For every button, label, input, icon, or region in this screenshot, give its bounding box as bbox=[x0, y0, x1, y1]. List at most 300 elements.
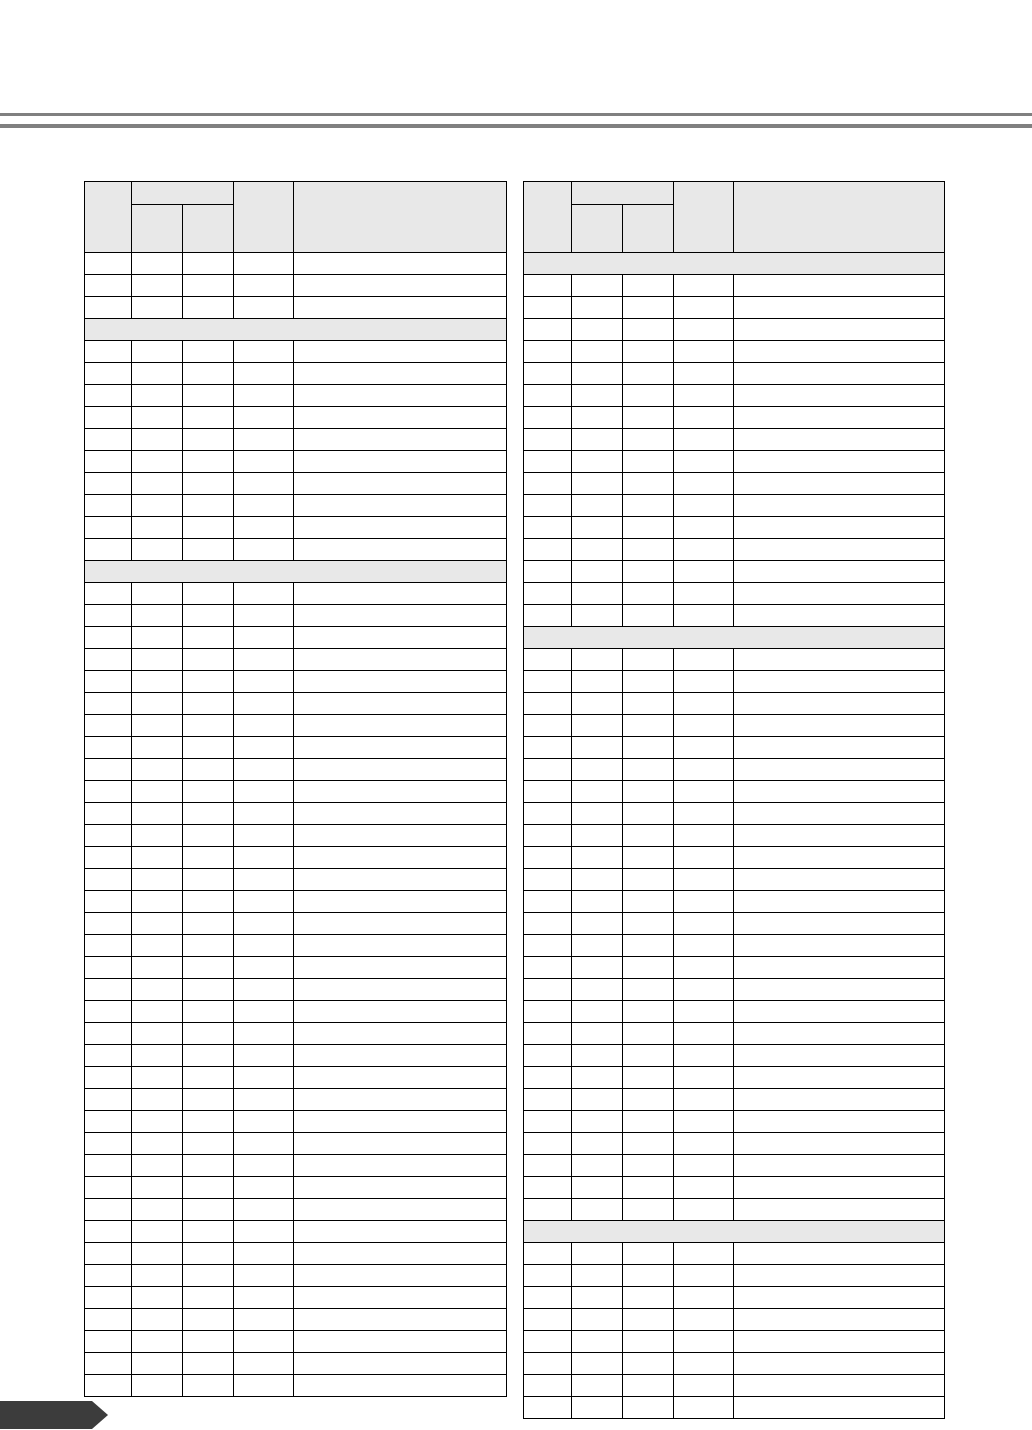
table-row bbox=[524, 517, 945, 539]
table-cell bbox=[734, 341, 945, 363]
section-cell bbox=[524, 627, 945, 649]
table-cell bbox=[734, 297, 945, 319]
table-cell bbox=[623, 451, 674, 473]
table-cell bbox=[572, 451, 623, 473]
table-cell bbox=[234, 1089, 294, 1111]
table-cell bbox=[623, 781, 674, 803]
table-cell bbox=[85, 1287, 132, 1309]
table-cell bbox=[524, 341, 572, 363]
table-cell bbox=[183, 693, 234, 715]
table-cell bbox=[294, 495, 507, 517]
table-cell bbox=[623, 1133, 674, 1155]
table-cell bbox=[183, 583, 234, 605]
table-body-right bbox=[524, 253, 945, 1419]
table-cell bbox=[524, 561, 572, 583]
table-cell bbox=[674, 781, 734, 803]
table-cell bbox=[183, 869, 234, 891]
table-cell bbox=[524, 473, 572, 495]
table-cell bbox=[674, 759, 734, 781]
table-cell bbox=[623, 561, 674, 583]
table-row bbox=[85, 297, 507, 319]
table-cell bbox=[623, 1199, 674, 1221]
table-cell bbox=[294, 737, 507, 759]
table-cell bbox=[734, 649, 945, 671]
table-cell bbox=[524, 979, 572, 1001]
table-cell bbox=[734, 1309, 945, 1331]
table-cell bbox=[524, 693, 572, 715]
table-cell bbox=[294, 781, 507, 803]
table-cell bbox=[85, 539, 132, 561]
table-cell bbox=[734, 1199, 945, 1221]
table-cell bbox=[734, 1177, 945, 1199]
table-cell bbox=[674, 1331, 734, 1353]
table-cell bbox=[85, 825, 132, 847]
table-row bbox=[85, 759, 507, 781]
table-cell bbox=[734, 1265, 945, 1287]
table-cell bbox=[294, 913, 507, 935]
table-cell bbox=[623, 605, 674, 627]
table-cell bbox=[524, 385, 572, 407]
table-cell bbox=[674, 1089, 734, 1111]
table-cell bbox=[294, 803, 507, 825]
table-cell bbox=[234, 649, 294, 671]
table-cell bbox=[294, 1331, 507, 1353]
table-cell bbox=[85, 297, 132, 319]
table-cell bbox=[234, 605, 294, 627]
table-cell bbox=[524, 957, 572, 979]
table-cell bbox=[674, 1155, 734, 1177]
table-cell bbox=[524, 1309, 572, 1331]
table-cell bbox=[85, 1221, 132, 1243]
table-cell bbox=[132, 1155, 183, 1177]
table-cell bbox=[572, 473, 623, 495]
table-cell bbox=[524, 605, 572, 627]
table-cell bbox=[524, 1001, 572, 1023]
table-row bbox=[85, 869, 507, 891]
table-row bbox=[85, 1155, 507, 1177]
table-row bbox=[85, 385, 507, 407]
table-row bbox=[524, 671, 945, 693]
table-cell bbox=[623, 715, 674, 737]
table-cell bbox=[183, 363, 234, 385]
table-row bbox=[85, 1001, 507, 1023]
table-row bbox=[524, 957, 945, 979]
table-cell bbox=[85, 1111, 132, 1133]
table-cell bbox=[623, 671, 674, 693]
table-cell bbox=[623, 1067, 674, 1089]
table-cell bbox=[234, 1023, 294, 1045]
table-cell bbox=[234, 935, 294, 957]
table-cell bbox=[623, 1045, 674, 1067]
table-cell bbox=[85, 913, 132, 935]
table-row bbox=[85, 473, 507, 495]
table-row bbox=[85, 1045, 507, 1067]
table-cell bbox=[572, 1287, 623, 1309]
table-row bbox=[85, 341, 507, 363]
table-cell bbox=[85, 1265, 132, 1287]
table-cell bbox=[294, 869, 507, 891]
table-cell bbox=[674, 583, 734, 605]
table-cell bbox=[572, 407, 623, 429]
table-cell bbox=[524, 1397, 572, 1419]
header-subcell bbox=[572, 205, 623, 253]
table-cell bbox=[572, 1045, 623, 1067]
table-cell bbox=[734, 275, 945, 297]
table-cell bbox=[623, 935, 674, 957]
table-cell bbox=[183, 473, 234, 495]
table-cell bbox=[524, 319, 572, 341]
table-cell bbox=[623, 429, 674, 451]
table-row bbox=[524, 605, 945, 627]
table-cell bbox=[132, 275, 183, 297]
page-number-tab bbox=[0, 1401, 108, 1429]
table-cell bbox=[183, 1045, 234, 1067]
table-cell bbox=[234, 583, 294, 605]
table-cell bbox=[524, 1089, 572, 1111]
table-cell bbox=[234, 429, 294, 451]
table-cell bbox=[674, 1243, 734, 1265]
table-cell bbox=[132, 1309, 183, 1331]
table-row bbox=[524, 825, 945, 847]
table-cell bbox=[183, 1287, 234, 1309]
table-cell bbox=[572, 1177, 623, 1199]
table-cell bbox=[734, 1045, 945, 1067]
table-cell bbox=[294, 891, 507, 913]
table-cell bbox=[234, 1221, 294, 1243]
table-cell bbox=[183, 1001, 234, 1023]
table-cell bbox=[572, 1155, 623, 1177]
table-cell bbox=[183, 957, 234, 979]
table-cell bbox=[234, 1045, 294, 1067]
table-cell bbox=[524, 1287, 572, 1309]
table-cell bbox=[572, 869, 623, 891]
table-row bbox=[85, 605, 507, 627]
table-cell bbox=[623, 1397, 674, 1419]
table-cell bbox=[85, 979, 132, 1001]
table-cell bbox=[674, 671, 734, 693]
table-cell bbox=[183, 297, 234, 319]
table-cell bbox=[734, 1353, 945, 1375]
table-cell bbox=[734, 781, 945, 803]
table-cell bbox=[183, 759, 234, 781]
table-cell bbox=[183, 737, 234, 759]
table-cell bbox=[524, 803, 572, 825]
table-cell bbox=[234, 385, 294, 407]
table-cell bbox=[674, 297, 734, 319]
table-cell bbox=[572, 1375, 623, 1397]
table-row bbox=[85, 1023, 507, 1045]
table-cell bbox=[234, 1331, 294, 1353]
table-cell bbox=[294, 539, 507, 561]
table-cell bbox=[294, 407, 507, 429]
table-cell bbox=[734, 451, 945, 473]
table-cell bbox=[294, 1111, 507, 1133]
table-cell bbox=[85, 693, 132, 715]
table-cell bbox=[524, 781, 572, 803]
table-cell bbox=[572, 561, 623, 583]
table-cell bbox=[234, 539, 294, 561]
table-cell bbox=[183, 979, 234, 1001]
table-cell bbox=[674, 649, 734, 671]
table-row bbox=[85, 825, 507, 847]
table-cell bbox=[572, 1331, 623, 1353]
table-cell bbox=[294, 1155, 507, 1177]
table-cell bbox=[572, 737, 623, 759]
table-cell bbox=[572, 847, 623, 869]
table-cell bbox=[85, 1309, 132, 1331]
table-cell bbox=[294, 935, 507, 957]
table-cell bbox=[132, 1177, 183, 1199]
table-cell bbox=[234, 781, 294, 803]
table-cell bbox=[572, 517, 623, 539]
table-cell bbox=[524, 495, 572, 517]
table-cell bbox=[183, 891, 234, 913]
table-cell bbox=[623, 583, 674, 605]
table-row bbox=[524, 583, 945, 605]
table-row bbox=[85, 891, 507, 913]
table-cell bbox=[183, 1133, 234, 1155]
table-cell bbox=[183, 913, 234, 935]
table-cell bbox=[132, 759, 183, 781]
table-cell bbox=[85, 275, 132, 297]
table-row bbox=[524, 1111, 945, 1133]
table-cell bbox=[572, 363, 623, 385]
table-cell bbox=[183, 803, 234, 825]
table-cell bbox=[734, 495, 945, 517]
table-cell bbox=[734, 715, 945, 737]
table-cell bbox=[572, 803, 623, 825]
table-cell bbox=[524, 891, 572, 913]
table-cell bbox=[572, 1199, 623, 1221]
table-cell bbox=[623, 1155, 674, 1177]
section-row bbox=[85, 561, 507, 583]
section-cell bbox=[85, 319, 507, 341]
table-cell bbox=[132, 1353, 183, 1375]
table-row bbox=[524, 341, 945, 363]
table-cell bbox=[734, 671, 945, 693]
table-cell bbox=[572, 1353, 623, 1375]
table-row bbox=[85, 583, 507, 605]
table-row bbox=[85, 935, 507, 957]
table-cell bbox=[734, 1133, 945, 1155]
table-cell bbox=[294, 1265, 507, 1287]
table-cell bbox=[234, 1133, 294, 1155]
table-row bbox=[524, 1023, 945, 1045]
table-row bbox=[524, 1331, 945, 1353]
table-cell bbox=[524, 737, 572, 759]
table-cell bbox=[734, 1111, 945, 1133]
table-cell bbox=[674, 539, 734, 561]
table-cell bbox=[734, 847, 945, 869]
table-cell bbox=[85, 869, 132, 891]
table-row bbox=[524, 1001, 945, 1023]
table-cell bbox=[674, 1133, 734, 1155]
table-cell bbox=[294, 1067, 507, 1089]
table-row bbox=[85, 1133, 507, 1155]
table-row bbox=[524, 869, 945, 891]
table-cell bbox=[572, 891, 623, 913]
table-cell bbox=[623, 363, 674, 385]
table-cell bbox=[623, 1287, 674, 1309]
table-cell bbox=[183, 649, 234, 671]
table-cell bbox=[572, 539, 623, 561]
table-cell bbox=[183, 495, 234, 517]
table-cell bbox=[734, 1089, 945, 1111]
table-row bbox=[85, 429, 507, 451]
table-cell bbox=[183, 385, 234, 407]
table-cell bbox=[623, 913, 674, 935]
table-cell bbox=[524, 825, 572, 847]
table-cell bbox=[734, 1023, 945, 1045]
table-row bbox=[85, 1353, 507, 1375]
table-row bbox=[85, 715, 507, 737]
table-row bbox=[85, 1067, 507, 1089]
table-cell bbox=[294, 451, 507, 473]
table-cell bbox=[183, 517, 234, 539]
table-cell bbox=[132, 451, 183, 473]
table-cell bbox=[132, 847, 183, 869]
table-cell bbox=[623, 1177, 674, 1199]
table-cell bbox=[132, 363, 183, 385]
table-row bbox=[85, 913, 507, 935]
section-row bbox=[524, 627, 945, 649]
table-cell bbox=[234, 517, 294, 539]
table-cell bbox=[85, 1353, 132, 1375]
table-cell bbox=[85, 1243, 132, 1265]
table-cell bbox=[132, 781, 183, 803]
header-cell bbox=[234, 182, 294, 253]
table-body-left bbox=[85, 253, 507, 1397]
table-cell bbox=[132, 605, 183, 627]
header-rule-top bbox=[0, 113, 1032, 116]
table-cell bbox=[85, 935, 132, 957]
table-cell bbox=[132, 341, 183, 363]
table-cell bbox=[674, 957, 734, 979]
table-cell bbox=[132, 913, 183, 935]
table-cell bbox=[572, 1265, 623, 1287]
table-cell bbox=[524, 671, 572, 693]
table-cell bbox=[132, 1133, 183, 1155]
table-cell bbox=[234, 253, 294, 275]
table-cell bbox=[183, 847, 234, 869]
table-cell bbox=[572, 341, 623, 363]
table-row bbox=[85, 363, 507, 385]
table-cell bbox=[572, 1309, 623, 1331]
table-cell bbox=[623, 1331, 674, 1353]
table-cell bbox=[623, 891, 674, 913]
table-cell bbox=[294, 1045, 507, 1067]
table-cell bbox=[132, 583, 183, 605]
table-cell bbox=[294, 1199, 507, 1221]
header-subcell bbox=[132, 205, 183, 253]
table-cell bbox=[132, 517, 183, 539]
table-cell bbox=[85, 649, 132, 671]
table-row bbox=[524, 847, 945, 869]
table-cell bbox=[623, 649, 674, 671]
table-cell bbox=[734, 407, 945, 429]
table-cell bbox=[294, 649, 507, 671]
table-cell bbox=[734, 1375, 945, 1397]
table-cell bbox=[572, 935, 623, 957]
table-cell bbox=[572, 1089, 623, 1111]
table-cell bbox=[572, 825, 623, 847]
table-row bbox=[85, 847, 507, 869]
table-cell bbox=[674, 1177, 734, 1199]
table-cell bbox=[294, 341, 507, 363]
table-cell bbox=[734, 825, 945, 847]
table-cell bbox=[85, 1133, 132, 1155]
table-row bbox=[524, 781, 945, 803]
table-cell bbox=[524, 1331, 572, 1353]
table-cell bbox=[132, 385, 183, 407]
table-cell bbox=[132, 935, 183, 957]
table-cell bbox=[524, 275, 572, 297]
table-cell bbox=[85, 385, 132, 407]
table-cell bbox=[132, 253, 183, 275]
table-cell bbox=[674, 1001, 734, 1023]
table-cell bbox=[623, 495, 674, 517]
table-row bbox=[85, 407, 507, 429]
table-cell bbox=[734, 429, 945, 451]
table-cell bbox=[132, 957, 183, 979]
table-cell bbox=[623, 1353, 674, 1375]
table-cell bbox=[674, 869, 734, 891]
table-row bbox=[85, 1111, 507, 1133]
table-cell bbox=[85, 407, 132, 429]
table-cell bbox=[734, 561, 945, 583]
table-row bbox=[524, 539, 945, 561]
table-cell bbox=[183, 627, 234, 649]
table-cell bbox=[132, 715, 183, 737]
table-cell bbox=[234, 1111, 294, 1133]
table-cell bbox=[132, 473, 183, 495]
table-cell bbox=[623, 979, 674, 1001]
table-cell bbox=[572, 1001, 623, 1023]
table-row bbox=[85, 693, 507, 715]
table-cell bbox=[183, 1309, 234, 1331]
table-cell bbox=[85, 1199, 132, 1221]
table-cell bbox=[234, 979, 294, 1001]
table-row bbox=[524, 1133, 945, 1155]
table-cell bbox=[183, 1353, 234, 1375]
table-cell bbox=[734, 319, 945, 341]
table-cell bbox=[524, 1375, 572, 1397]
table-cell bbox=[85, 847, 132, 869]
table-row bbox=[524, 451, 945, 473]
section-row bbox=[85, 319, 507, 341]
header-subcell bbox=[623, 205, 674, 253]
table-cell bbox=[623, 517, 674, 539]
table-cell bbox=[623, 341, 674, 363]
table-cell bbox=[734, 1243, 945, 1265]
table-cell bbox=[132, 627, 183, 649]
table-cell bbox=[183, 1221, 234, 1243]
table-row bbox=[85, 1375, 507, 1397]
table-cell bbox=[734, 583, 945, 605]
table-cell bbox=[132, 1287, 183, 1309]
table-row bbox=[524, 429, 945, 451]
table-row bbox=[85, 737, 507, 759]
table-cell bbox=[572, 385, 623, 407]
table-cell bbox=[623, 1089, 674, 1111]
table-cell bbox=[674, 825, 734, 847]
table-cell bbox=[524, 517, 572, 539]
table-cell bbox=[234, 275, 294, 297]
table-cell bbox=[234, 957, 294, 979]
table-row bbox=[524, 803, 945, 825]
table-cell bbox=[524, 1067, 572, 1089]
table-row bbox=[524, 319, 945, 341]
